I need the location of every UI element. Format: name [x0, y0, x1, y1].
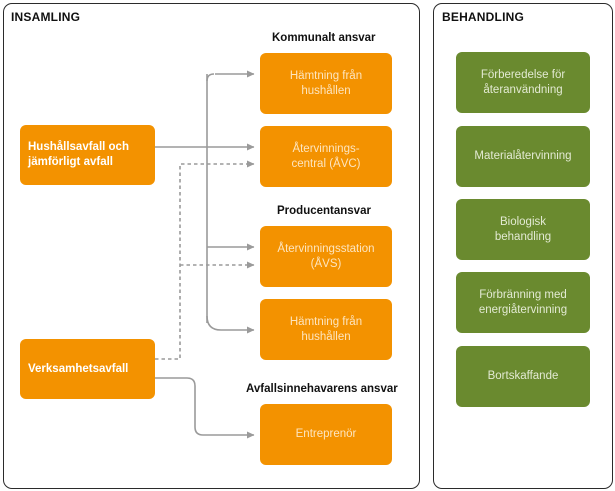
source-verksamhetsavfall: Verksamhetsavfall: [20, 339, 155, 399]
treatment-biologisk: Biologisk behandling: [456, 199, 590, 260]
behandling-title: BEHANDLING: [442, 10, 524, 24]
collection-hamtning-2: Hämtning från hushållen: [260, 299, 392, 360]
collection-avs: Återvinningsstation (ÅVS): [260, 226, 392, 287]
insamling-title: INSAMLING: [11, 10, 81, 24]
section-kommunalt-ansvar: Kommunalt ansvar: [272, 32, 376, 44]
treatment-forberedelse: Förberedelse för återanvändning: [456, 52, 590, 113]
treatment-bortskaffande: Bortskaffande: [456, 346, 590, 407]
collection-avc: Återvinnings- central (ÅVC): [260, 126, 392, 187]
treatment-forbranning: Förbränning med energiåtervinning: [456, 272, 590, 333]
source-hushallsavfall: Hushållsavfall och jämförligt avfall: [20, 125, 155, 185]
section-avfallsinnehavarens-ansvar: Avfallsinnehavarens ansvar: [246, 383, 398, 395]
collection-entreprenor: Entreprenör: [260, 404, 392, 465]
section-producentansvar: Producentansvar: [277, 205, 371, 217]
treatment-materialatervinning: Materialåtervinning: [456, 126, 590, 187]
collection-hamtning-1: Hämtning från hushållen: [260, 53, 392, 114]
